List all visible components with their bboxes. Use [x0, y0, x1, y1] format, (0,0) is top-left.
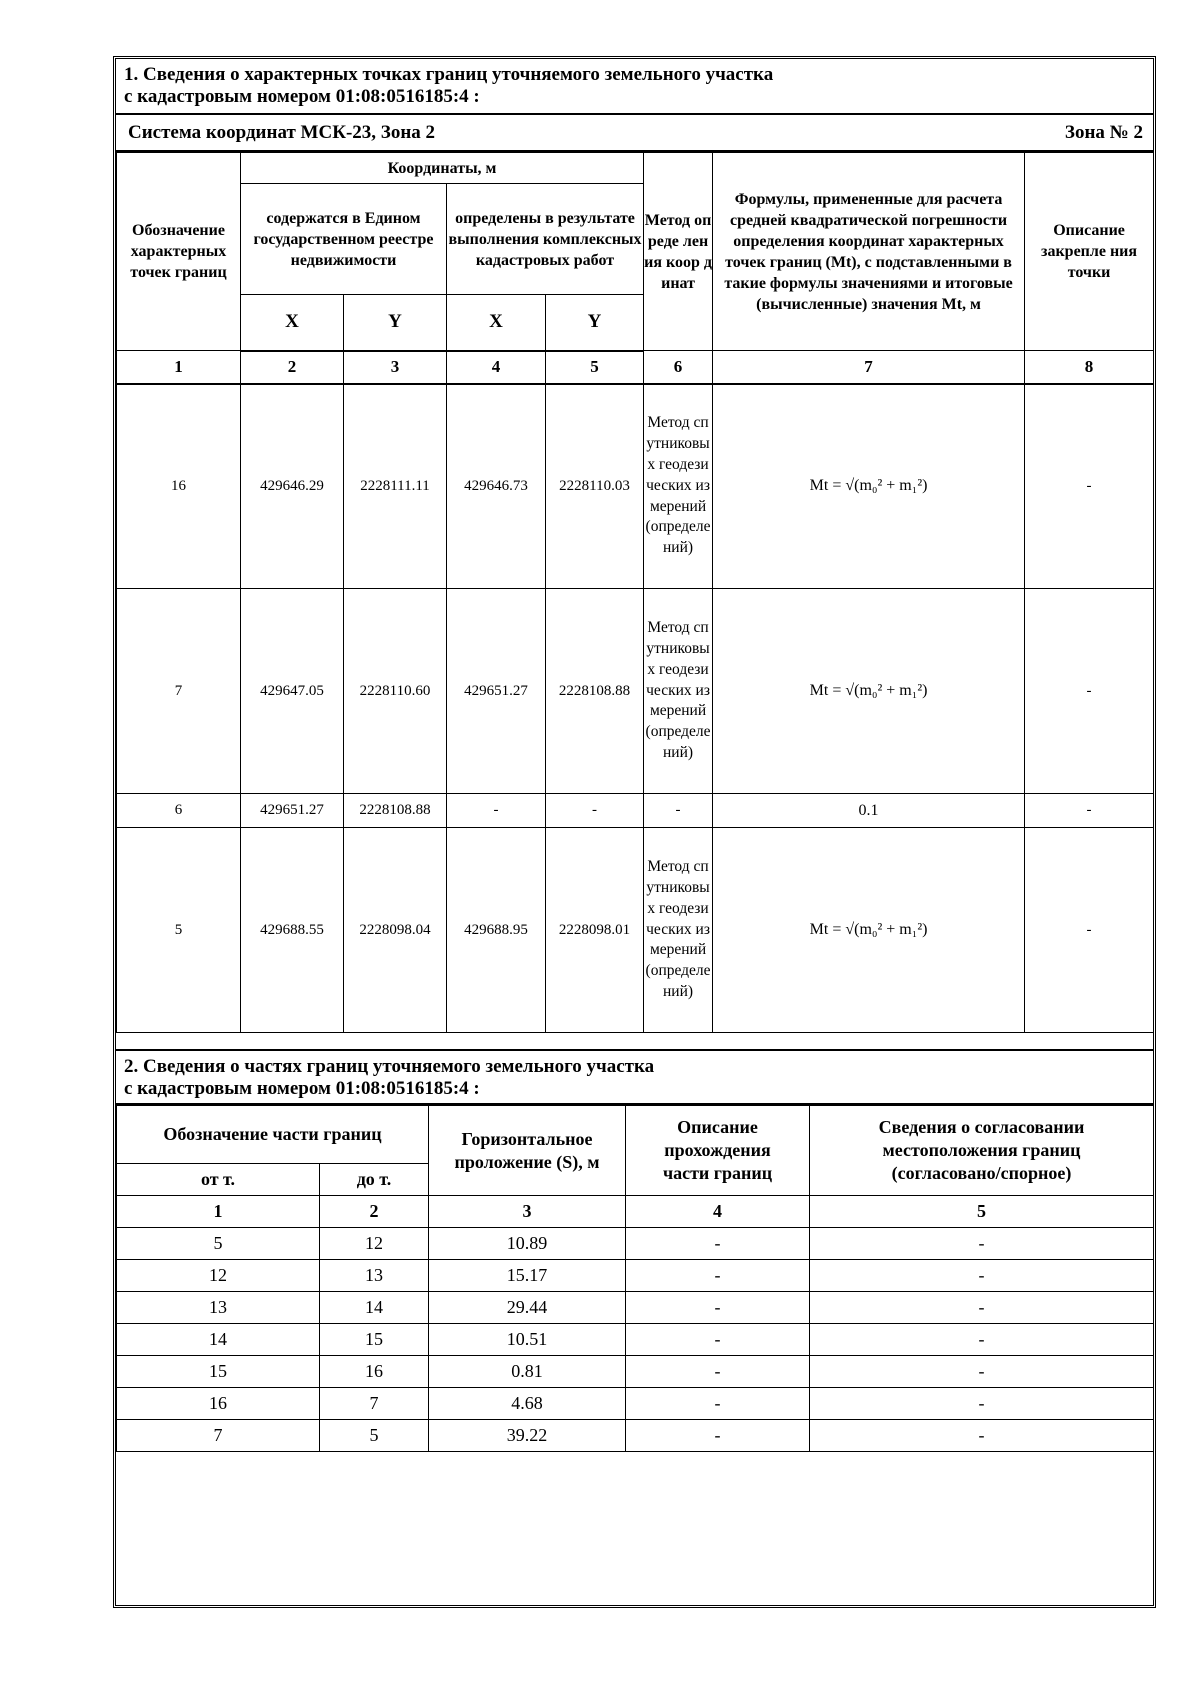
header-x1: X — [241, 295, 344, 351]
header-determined: определены в результате выполнения комплексных кадастровых работ — [447, 184, 644, 295]
header-description: Описание закрепле ния точки — [1025, 153, 1154, 351]
header-x2: X — [447, 295, 546, 351]
header-horizontal: Горизонтальное проложение (S), м — [429, 1106, 626, 1196]
header-coordinates: Координаты, м — [241, 153, 644, 184]
point-description: - — [1025, 384, 1154, 589]
determined-x: 429651.27 — [447, 589, 546, 794]
point-description: - — [1025, 794, 1154, 828]
table-row — [117, 828, 1154, 1033]
from-point: 16 — [117, 1388, 320, 1420]
header-in-registry: содержатся в Едином государственном реестре недвижимости — [241, 184, 447, 295]
formula-value: Mt = √(m₀² + m₁²) — [713, 589, 1025, 794]
horizontal-distance: 29.44 — [429, 1292, 626, 1324]
col-number: 2 — [320, 1196, 429, 1228]
passage-description: - — [626, 1228, 810, 1260]
section2-title-line1: 2. Сведения о частях границ уточняемого земельного участка — [124, 1056, 655, 1077]
method-value: - — [644, 794, 713, 828]
zone-label: Зона № 2 — [1064, 121, 1143, 143]
registry-y: 2228110.60 — [344, 589, 447, 794]
determined-y: 2228098.01 — [546, 828, 644, 1033]
determined-x: - — [447, 794, 546, 828]
from-point: 13 — [117, 1292, 320, 1324]
passage-description: - — [626, 1356, 810, 1388]
method-value: Метод спутниковых геодезических измерений (определений) — [644, 828, 713, 1033]
coord-system-label: Система координат МСК-23, Зона 2 — [128, 121, 436, 143]
col-number: 4 — [626, 1196, 810, 1228]
parts-table — [116, 1105, 1154, 1452]
section1-title-line1: 1. Сведения о характерных точках границ уточняемого земельного участка — [124, 64, 774, 85]
section2-title — [116, 1049, 1153, 1105]
to-point: 5 — [320, 1420, 429, 1452]
point-number: 5 — [117, 828, 241, 1033]
col-number: 3 — [344, 351, 447, 384]
point-number: 16 — [117, 384, 241, 589]
formula-value: 0.1 — [713, 794, 1025, 828]
from-point: 12 — [117, 1260, 320, 1292]
registry-x: 429651.27 — [241, 794, 344, 828]
table-row — [117, 1324, 1154, 1356]
table-row — [117, 1260, 1154, 1292]
determined-y: - — [546, 794, 644, 828]
passage-description: - — [626, 1324, 810, 1356]
section2-title-line2: с кадастровым номером 01:08:0516185:4 : — [124, 1078, 480, 1099]
registry-x: 429688.55 — [241, 828, 344, 1033]
horizontal-distance: 10.51 — [429, 1324, 626, 1356]
from-point: 5 — [117, 1228, 320, 1260]
header-y1: Y — [344, 295, 447, 351]
to-point: 13 — [320, 1260, 429, 1292]
passage-description: - — [626, 1420, 810, 1452]
to-point: 14 — [320, 1292, 429, 1324]
horizontal-distance: 4.68 — [429, 1388, 626, 1420]
col-number: 2 — [241, 351, 344, 384]
agreement-status: - — [810, 1324, 1154, 1356]
registry-y: 2228098.04 — [344, 828, 447, 1033]
horizontal-distance: 0.81 — [429, 1356, 626, 1388]
point-description: - — [1025, 589, 1154, 794]
header-to: до т. — [320, 1164, 429, 1196]
point-number: 6 — [117, 794, 241, 828]
registry-x: 429646.29 — [241, 384, 344, 589]
header-method: Метод опреде ления коор динат — [644, 153, 713, 351]
agreement-status: - — [810, 1260, 1154, 1292]
from-point: 7 — [117, 1420, 320, 1452]
passage-description: - — [626, 1292, 810, 1324]
table-row — [117, 589, 1154, 794]
from-point: 14 — [117, 1324, 320, 1356]
header-formulas: Формулы, примененные для расчета средней квадратической погрешности определения координат характерных точек границ (Mt), с подставленными в такие формулы значениями и итоговые (вычисленные) значения Mt, м — [713, 153, 1025, 351]
table-row — [117, 1388, 1154, 1420]
col-number: 8 — [1025, 351, 1154, 384]
header-part-designation: Обозначение части границ — [117, 1106, 429, 1164]
agreement-status: - — [810, 1388, 1154, 1420]
passage-description: - — [626, 1260, 810, 1292]
from-point: 15 — [117, 1356, 320, 1388]
agreement-status: - — [810, 1228, 1154, 1260]
horizontal-distance: 39.22 — [429, 1420, 626, 1452]
horizontal-distance: 10.89 — [429, 1228, 626, 1260]
registry-y: 2228111.11 — [344, 384, 447, 589]
section1-title — [116, 59, 1153, 115]
column-numbers-row — [117, 1196, 1154, 1228]
agreement-status: - — [810, 1356, 1154, 1388]
col-number: 4 — [447, 351, 546, 384]
to-point: 16 — [320, 1356, 429, 1388]
points-table — [116, 152, 1154, 1033]
col-number: 5 — [546, 351, 644, 384]
table-row — [117, 1356, 1154, 1388]
registry-x: 429647.05 — [241, 589, 344, 794]
col-number: 5 — [810, 1196, 1154, 1228]
to-point: 12 — [320, 1228, 429, 1260]
method-value: Метод спутниковых геодезических измерений (определений) — [644, 384, 713, 589]
point-description: - — [1025, 828, 1154, 1033]
table-row — [117, 1292, 1154, 1324]
table-row — [117, 1228, 1154, 1260]
col-number: 1 — [117, 351, 241, 384]
header-point-designation: Обозначение характерных точек границ — [117, 153, 241, 351]
header-passage: Описание прохождения части границ — [626, 1106, 810, 1196]
agreement-status: - — [810, 1292, 1154, 1324]
to-point: 7 — [320, 1388, 429, 1420]
determined-x: 429688.95 — [447, 828, 546, 1033]
table-row — [117, 794, 1154, 828]
horizontal-distance: 15.17 — [429, 1260, 626, 1292]
formula-value: Mt = √(m₀² + m₁²) — [713, 828, 1025, 1033]
to-point: 15 — [320, 1324, 429, 1356]
document-frame — [113, 56, 1156, 1608]
header-agreement: Сведения о согласовании местоположения границ (согласовано/спорное) — [810, 1106, 1154, 1196]
col-number: 7 — [713, 351, 1025, 384]
registry-y: 2228108.88 — [344, 794, 447, 828]
point-number: 7 — [117, 589, 241, 794]
header-y2: Y — [546, 295, 644, 351]
formula-value: Mt = √(m₀² + m₁²) — [713, 384, 1025, 589]
col-number: 6 — [644, 351, 713, 384]
agreement-status: - — [810, 1420, 1154, 1452]
coord-system-bar — [116, 115, 1153, 152]
header-from: от т. — [117, 1164, 320, 1196]
determined-y: 2228110.03 — [546, 384, 644, 589]
determined-y: 2228108.88 — [546, 589, 644, 794]
section1-title-line2: с кадастровым номером 01:08:0516185:4 : — [124, 86, 480, 107]
method-value: Метод спутниковых геодезических измерений (определений) — [644, 589, 713, 794]
passage-description: - — [626, 1388, 810, 1420]
col-number: 3 — [429, 1196, 626, 1228]
column-numbers-row — [117, 351, 1154, 384]
determined-x: 429646.73 — [447, 384, 546, 589]
table-row — [117, 1420, 1154, 1452]
table-row — [117, 384, 1154, 589]
col-number: 1 — [117, 1196, 320, 1228]
